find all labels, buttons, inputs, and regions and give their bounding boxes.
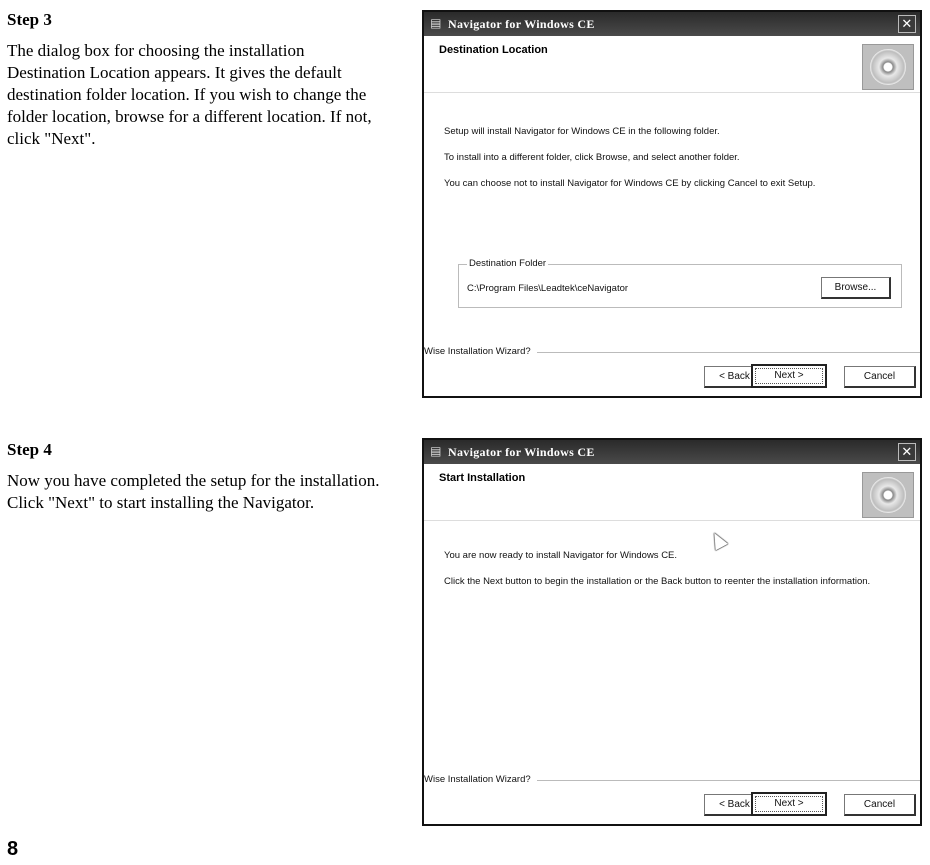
- destination-location-dialog: [422, 10, 922, 398]
- step-4-text: Now you have completed the setup for the installation. Click "Next" to start installing the Navigator.: [7, 471, 380, 512]
- instruction-line-2: To install into a different folder, click Browse, and select another folder.: [444, 152, 740, 163]
- wizard-footer-label: Wise Installation Wizard?: [424, 774, 537, 785]
- window-title: Navigator for Windows CE: [448, 17, 595, 31]
- dialog-header: [424, 36, 920, 93]
- step-3-section: [7, 10, 387, 150]
- cancel-button[interactable]: Cancel: [844, 366, 916, 388]
- destination-folder-label: Destination Folder: [469, 258, 547, 269]
- page-title: Start Installation: [439, 472, 526, 484]
- next-button[interactable]: Next >: [751, 792, 827, 816]
- step-3-title: Step 3: [7, 10, 52, 29]
- setup-icon: ▤: [430, 444, 442, 458]
- close-icon[interactable]: ✕: [898, 15, 916, 33]
- mouse-cursor-icon: [708, 530, 728, 551]
- back-button[interactable]: < Back: [704, 794, 766, 816]
- title-bar: [424, 12, 920, 36]
- step-4-title: Step 4: [7, 440, 52, 459]
- instruction-line-3: You can choose not to install Navigator for Windows CE by clicking Cancel to exit Setup.: [444, 178, 816, 189]
- instruction-line-1: You are now ready to install Navigator for Windows CE.: [444, 550, 678, 561]
- step-4-section: [7, 440, 387, 514]
- dialog-header: [424, 464, 920, 521]
- step-3-text: The dialog box for choosing the installation Destination Location appears. It gives the default destination folder location. If you wish to change the folder location, browse for a different location. If not, click "Next".: [7, 41, 372, 148]
- window-title: Navigator for Windows CE: [448, 445, 595, 459]
- page-number: 8: [7, 838, 19, 860]
- start-installation-dialog: [422, 438, 922, 826]
- destination-folder-group: [458, 258, 902, 308]
- close-icon[interactable]: ✕: [898, 443, 916, 461]
- back-button[interactable]: < Back: [704, 366, 766, 388]
- page-title: Destination Location: [439, 44, 548, 56]
- instruction-line-1: Setup will install Navigator for Windows CE in the following folder.: [444, 126, 720, 137]
- cancel-button[interactable]: Cancel: [844, 794, 916, 816]
- title-bar: [424, 440, 920, 464]
- destination-folder-path: C:\Program Files\Leadtek\ceNavigator: [467, 283, 629, 294]
- cd-icon: [862, 472, 914, 518]
- next-button[interactable]: Next >: [751, 364, 827, 388]
- instruction-line-2: Click the Next button to begin the installation or the Back button to reenter the installation information.: [444, 576, 871, 587]
- setup-icon: ▤: [430, 16, 442, 30]
- wizard-footer-label: Wise Installation Wizard?: [424, 346, 537, 357]
- browse-button[interactable]: Browse...: [821, 277, 891, 299]
- cd-icon: [862, 44, 914, 90]
